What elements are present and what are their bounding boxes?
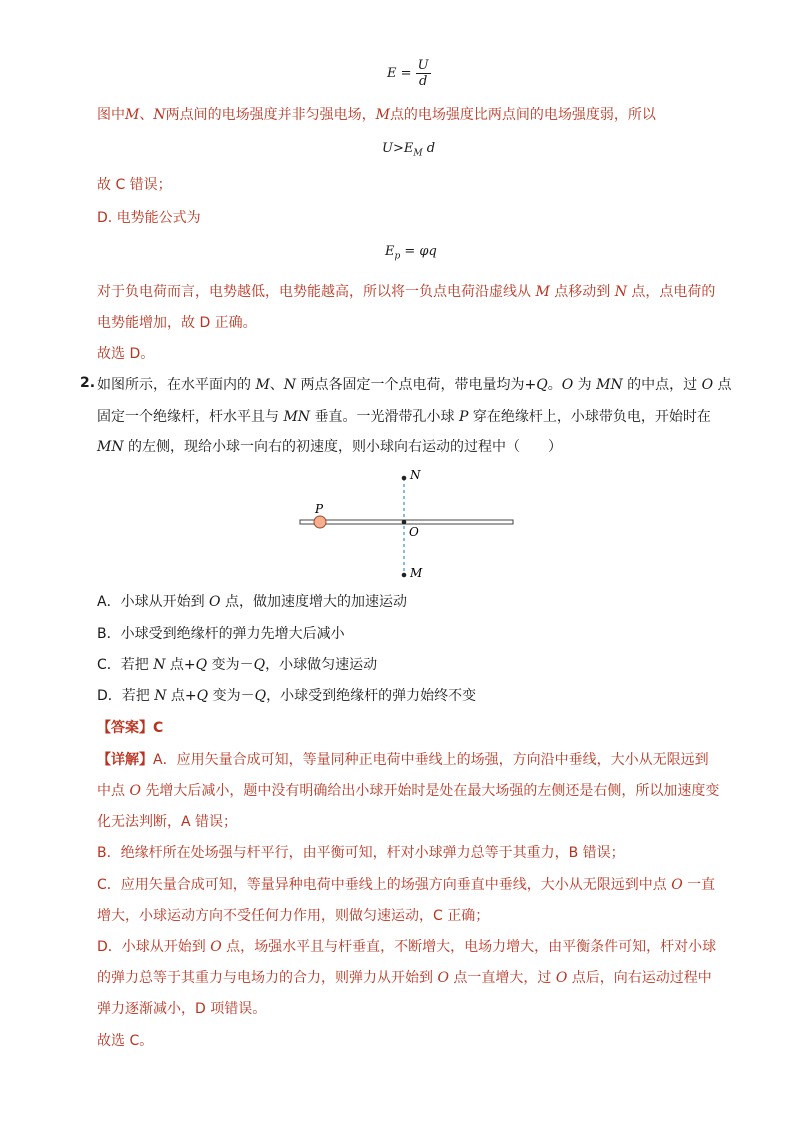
formula-inequality: $U>E_M$ d: [382, 141, 436, 159]
detail-line: 【详解】A．应用矢量合成可知，等量同种正电荷中垂线上的场强，方向沿中垂线，大小从无限远到: [97, 752, 709, 768]
question-line: 固定一个绝缘杆，杆水平且与 MN 垂直。一光滑带孔小球 P 穿在绝缘杆上，小球带负电，开始时在: [97, 409, 711, 425]
detail-line: 增大，小球运动方向不受任何力作用，则做匀速运动，C 正确；: [97, 908, 490, 924]
point-m: [402, 573, 407, 578]
fraction: $\frac{U}{d}$: [417, 58, 429, 89]
option-b: B．小球受到绝缘杆的弹力先增大后减小: [97, 626, 345, 642]
paragraph-line: 故 C 错误；: [97, 177, 172, 193]
paragraph-line: 电势能增加，故 D 正确。: [97, 315, 257, 331]
formula-field-strength: E = $\frac{U}{d}$: [387, 58, 429, 89]
detail-line: D．小球从开始到 O 点，场强水平且与杆垂直，不断增大，电场力增大，由平衡条件可知，杆对小球: [97, 939, 717, 955]
detail-line: 化无法判断，A 错误；: [97, 814, 238, 830]
detail-line: 的弹力总等于其重力与电场力的合力，则弹力从开始到 O 点一直增大，过 O 点后，向右运动过程中: [97, 970, 712, 986]
label-n: N: [410, 468, 421, 482]
question-number: 2.: [80, 375, 96, 391]
paragraph-line: 对于负电荷而言，电势越低，电势能越高，所以将一负点电荷沿虚线从 M 点移动到 N 点，点电荷的: [97, 284, 716, 300]
point-n: [402, 476, 407, 481]
paragraph-line: D. 电势能公式为: [97, 210, 201, 226]
point-o: [402, 520, 407, 525]
paragraph-line: 故选 D。: [97, 346, 155, 362]
question-line: 如图所示，在水平面内的 M、N 两点各固定一个点电荷，带电量均为+Q。O 为 MN 的中点，过 O 点: [97, 377, 732, 393]
option-c: C．若把 N 点+Q 变为－Q，小球做匀速运动: [97, 657, 378, 673]
label-p: P: [315, 502, 324, 516]
insulating-rod: [300, 520, 513, 524]
detail-line: B．绝缘杆所在处场强与杆平行，由平衡可知，杆对小球弹力总等于其重力，B 错误；: [97, 845, 625, 861]
formula-potential-energy: $E_p = \varphi q$: [385, 244, 437, 262]
option-d: D．若把 N 点+Q 变为－Q，小球受到绝缘杆的弹力始终不变: [97, 688, 477, 704]
paragraph-line: 图中M、N两点间的电场强度并非匀强电场，M点的电场强度比两点间的电场强度弱，所以: [97, 107, 656, 123]
answer: 【答案】C: [97, 720, 164, 736]
ball-p: [314, 516, 326, 528]
option-a: A．小球从开始到 O 点，做加速度增大的加速运动: [97, 594, 407, 610]
label-o: O: [409, 525, 419, 539]
question-line: MN 的左侧，现给小球一向右的初速度，则小球向右运动的过程中（ ）: [97, 439, 563, 455]
detail-line: 弹力逐渐减小，D 项错误。: [97, 1001, 267, 1017]
label-m: M: [410, 566, 423, 580]
detail-line: C．应用矢量合成可知，等量异种电荷中垂线上的场强方向垂直中垂线，大小从无限远到中点 O 一直: [97, 877, 716, 893]
detail-line: 故选 C。: [97, 1033, 154, 1049]
detail-line: 中点 O 先增大后减小，题中没有明确给出小球开始时是处在最大场强的左侧还是右侧，所以加速度变: [97, 783, 720, 799]
